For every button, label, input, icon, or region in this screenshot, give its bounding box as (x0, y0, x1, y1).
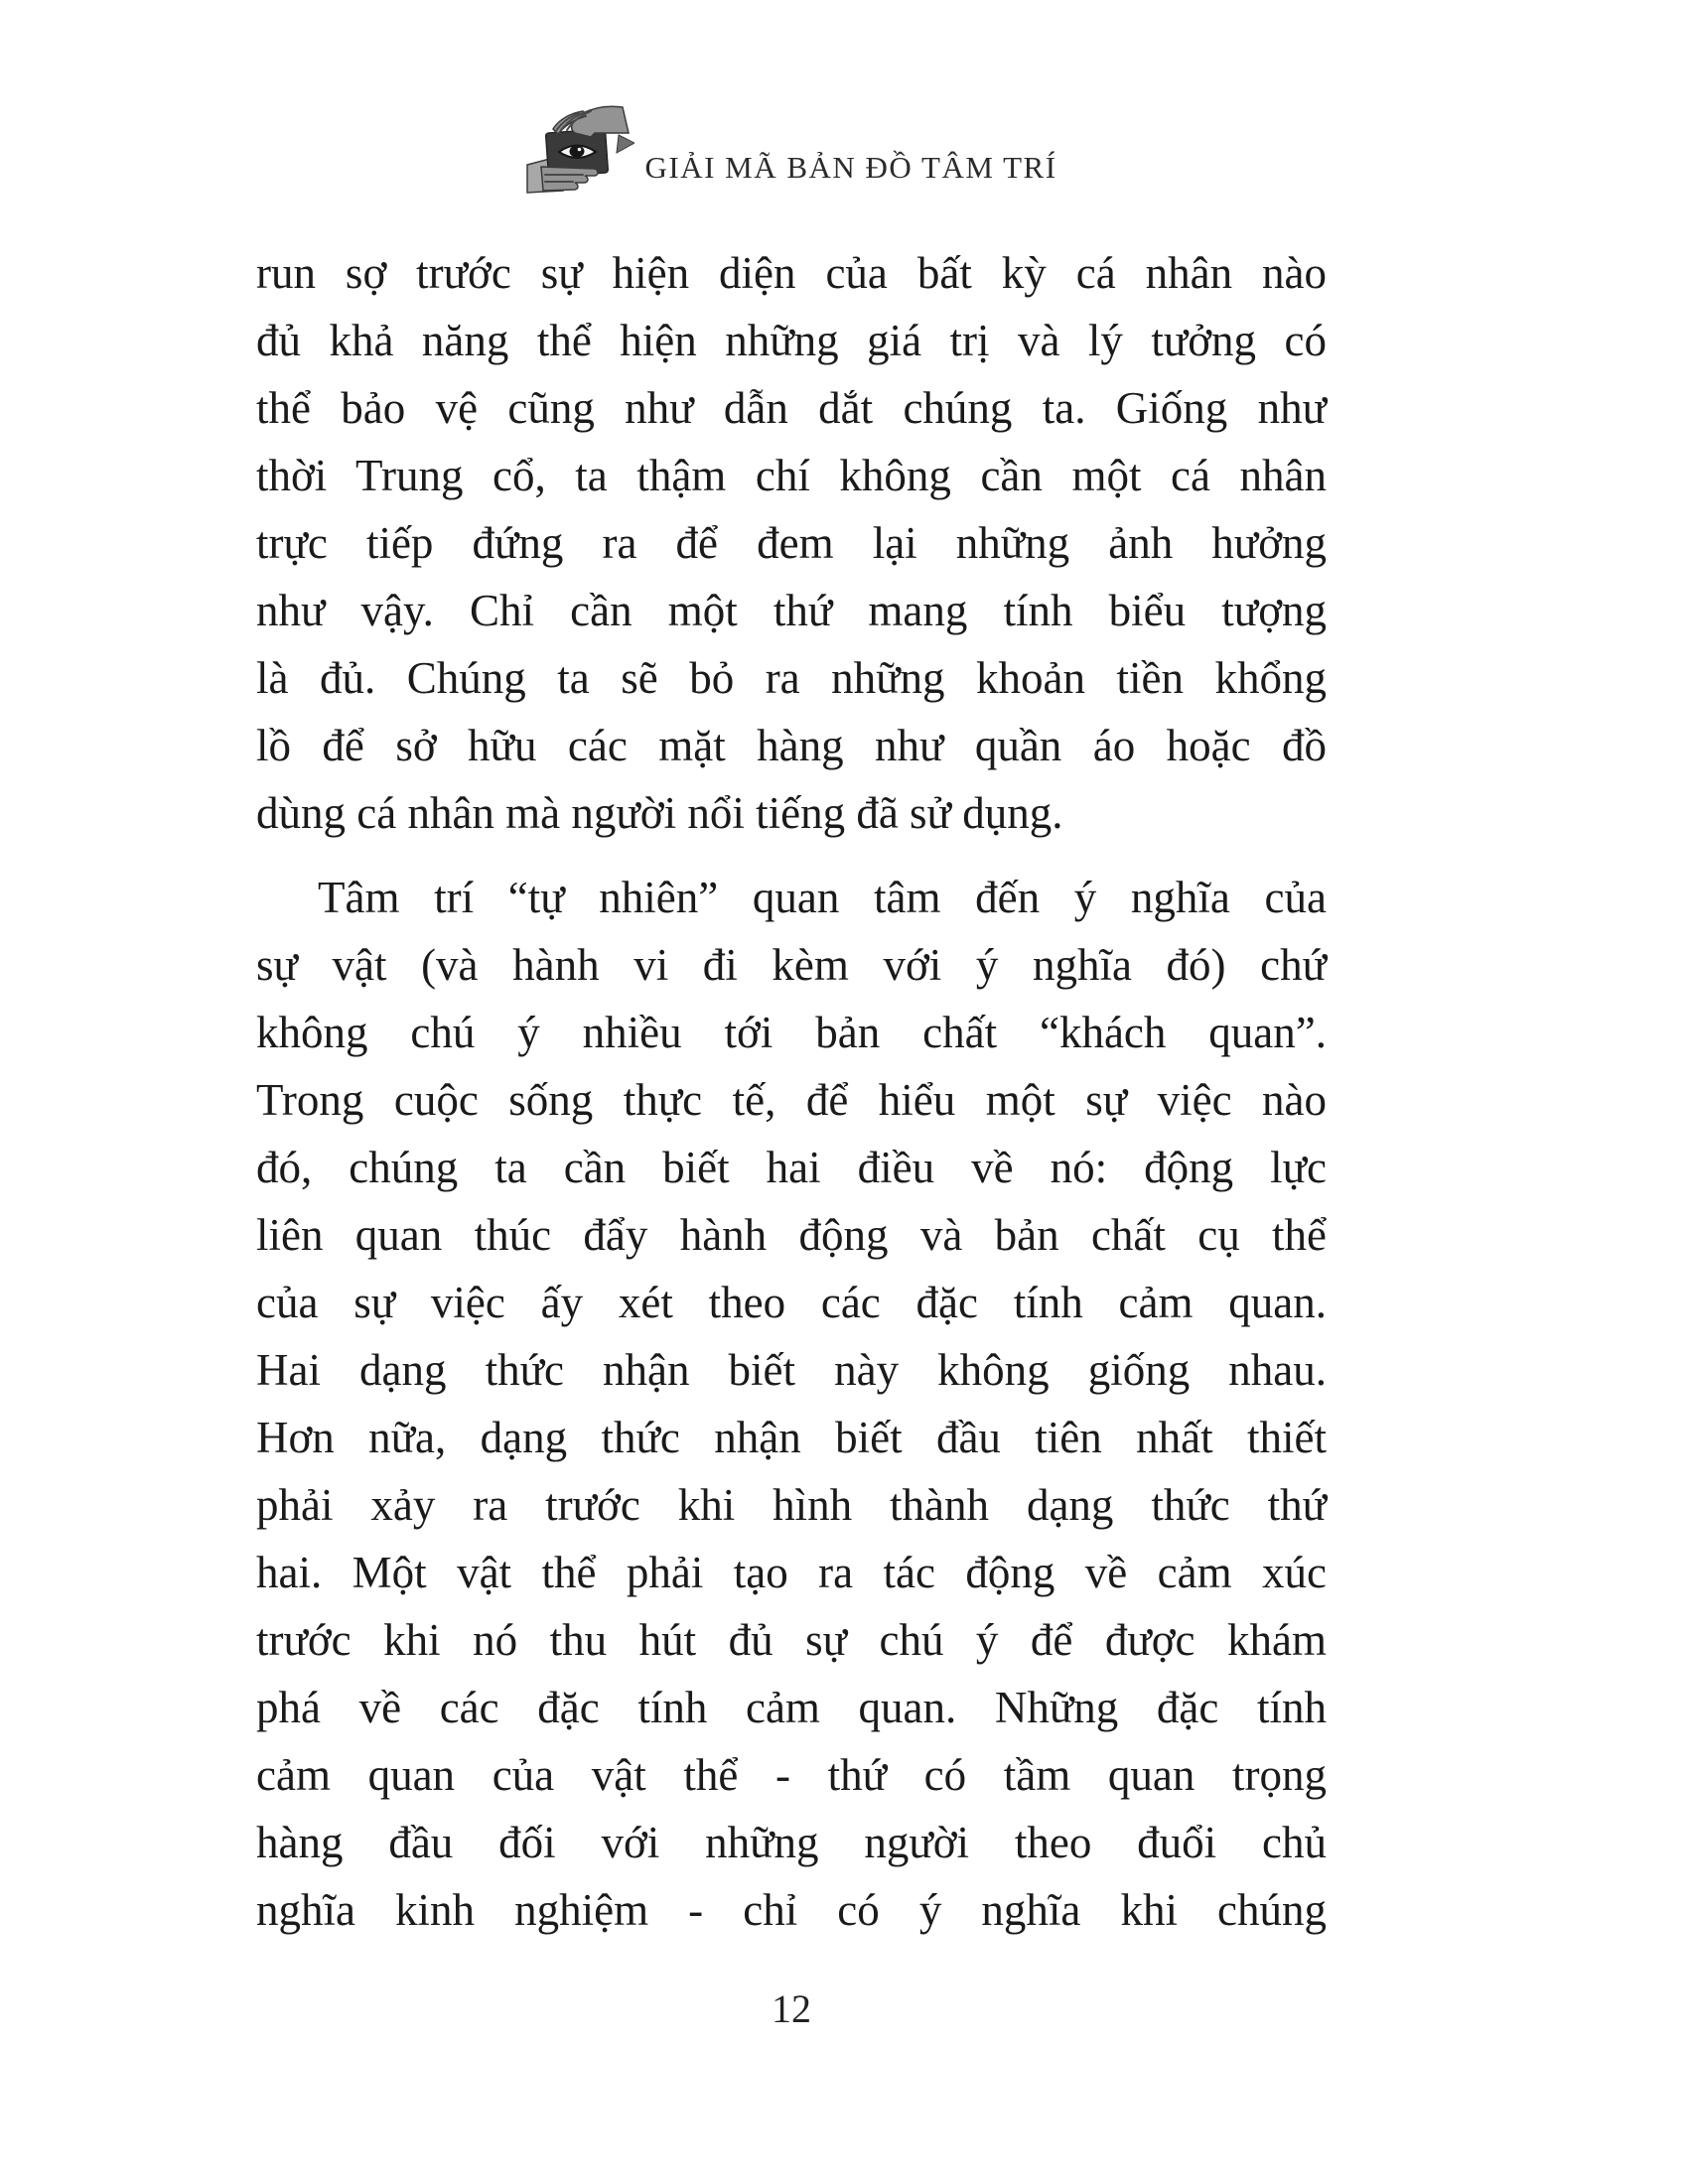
hand-eye-logo-icon (525, 103, 634, 195)
text-line: đủ khả năng thể hiện những giá trị và lý tưởng có (256, 316, 1327, 365)
text-line: là đủ. Chúng ta sẽ bỏ ra những khoản tiền khổng (256, 653, 1327, 703)
text-line: Hai dạng thức nhận biết này không giống nhau. (256, 1345, 1327, 1395)
page-number: 12 (772, 1986, 811, 2031)
text-line: hàng đầu đối với những người theo đuổi chủ (256, 1818, 1327, 1867)
body-text (256, 239, 1327, 1944)
text-line: sự vật (và hành vi đi kèm với ý nghĩa đó) chứ (256, 940, 1327, 990)
running-head-title: GIẢI MÃ BẢN ĐỒ TÂM TRÍ (644, 150, 1057, 185)
text-line: cảm quan của vật thể - thứ có tầm quan trọng (256, 1750, 1327, 1800)
text-line: hai. Một vật thể phải tạo ra tác động về cảm xúc (256, 1548, 1327, 1597)
text-line: dùng cá nhân mà người nổi tiếng đã sử dụng. (256, 788, 1063, 838)
text-line: như vậy. Chỉ cần một thứ mang tính biểu tượng (256, 586, 1327, 635)
text-line: Trong cuộc sống thực tế, để hiểu một sự việc nào (256, 1075, 1327, 1125)
text-line: của sự việc ấy xét theo các đặc tính cảm quan. (256, 1278, 1327, 1327)
paragraph-2 (256, 864, 1327, 1944)
text-line: liên quan thúc đẩy hành động và bản chất cụ thể (256, 1210, 1327, 1260)
text-line: Tâm trí “tự nhiên” quan tâm đến ý nghĩa của (318, 873, 1327, 922)
text-line: run sợ trước sự hiện diện của bất kỳ cá nhân nào (256, 248, 1327, 298)
text-line: phải xảy ra trước khi hình thành dạng thức thứ (256, 1480, 1327, 1530)
text-line: trực tiếp đứng ra để đem lại những ảnh hưởng (256, 518, 1327, 568)
text-line: trước khi nó thu hút đủ sự chú ý để được khám (256, 1615, 1327, 1665)
text-line: thời Trung cổ, ta thậm chí không cần một cá nhân (256, 451, 1327, 500)
text-line: nghĩa kinh nghiệm - chỉ có ý nghĩa khi chúng (256, 1885, 1327, 1935)
text-line: không chú ý nhiều tới bản chất “khách quan”. (256, 1008, 1327, 1057)
text-line: lồ để sở hữu các mặt hàng như quần áo hoặc đồ (256, 721, 1327, 770)
text-line: Hơn nữa, dạng thức nhận biết đầu tiên nhất thiết (256, 1413, 1327, 1462)
paragraph-1 (256, 239, 1327, 847)
page-header (256, 99, 1327, 199)
text-line: phá về các đặc tính cảm quan. Những đặc tính (256, 1683, 1327, 1732)
text-line: thể bảo vệ cũng như dẫn dắt chúng ta. Giống như (256, 383, 1327, 433)
text-line: đó, chúng ta cần biết hai điều về nó: động lực (256, 1143, 1327, 1192)
